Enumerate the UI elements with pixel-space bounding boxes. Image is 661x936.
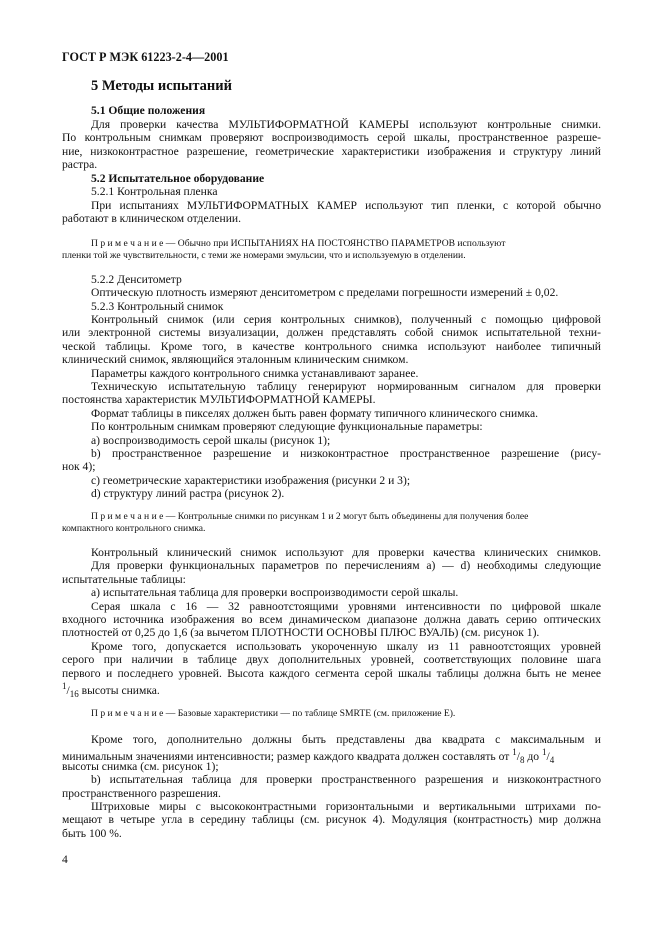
paragraph-line: Техническую испытательную таблицу генерируют нормированным сигналом для проверки bbox=[91, 380, 601, 393]
paragraph-line: входного источника изображения во всем динамическом диапазоне должна давать серию оптических bbox=[62, 613, 601, 626]
paragraph-line: мещают в четыре угла в середину таблицы (см. рисунок 4). Модуляция (контрастность) мир должна bbox=[62, 813, 601, 826]
paragraph-line: По контрольным снимкам проверяют воспроизводимость серой шкалы, пространственное разреше- bbox=[62, 131, 601, 144]
note-text: Обычно при ИСПЫТАНИЯХ НА ПОСТОЯНСТВО ПАРАМЕТРОВ используют bbox=[177, 238, 506, 249]
paragraph-line: первого и последнего уровней. Высота каждого сегмента серой шкалы таблицы должна быть не менее bbox=[62, 667, 601, 680]
paragraph-line: Для проверки качества МУЛЬТИФОРМАТНОЙ КАМЕРЫ используют контрольные снимки. bbox=[91, 118, 601, 131]
subsection-5-2-2-title: 5.2.2 Денситометр bbox=[91, 273, 182, 286]
paragraph-line: клинический снимок, являющийся эталонным клиническим снимком. bbox=[62, 353, 409, 366]
list-item: c) геометрические характеристики изображения (рисунки 2 и 3); bbox=[91, 474, 411, 487]
fraction-denominator: 16 bbox=[69, 689, 79, 700]
list-item-cont: нок 4); bbox=[62, 460, 96, 473]
subsection-5-2-3-title: 5.2.3 Контрольный снимок bbox=[91, 300, 224, 313]
paragraph-line: Серая шкала с 16 — 32 равноотстоящими уровнями интенсивности по цифровой шкале bbox=[91, 600, 601, 613]
paragraph-text: минимальным значениями интенсивности; размер каждого квадрата должен составлять от bbox=[62, 749, 513, 763]
note-2-line-2: компактного контрольного снимка. bbox=[62, 523, 206, 534]
list-item: d) структуру линий растра (рисунок 2). bbox=[91, 487, 285, 500]
paragraph-line: Для проверки функциональных параметров по перечислениям a) — d) необходимы следующие bbox=[91, 559, 601, 572]
note-1-line-2: пленки той же чувствительности, с теми же номерами эмульсии, что и используемую в отделении. bbox=[62, 250, 466, 261]
paragraph-line: При испытаниях МУЛЬТИФОРМАТНЫХ КАМЕР используют тип пленки, с которой обычно bbox=[91, 199, 601, 212]
list-item: b) испытательная таблица для проверки пространственного разрешения и низкоконтрастного bbox=[91, 773, 601, 786]
paragraph-line: испытательные таблицы: bbox=[62, 573, 186, 586]
paragraph-line: постоянства характеристик МУЛЬТИФОРМАТНОЙ КАМЕРЫ. bbox=[62, 393, 376, 406]
note-label: П р и м е ч а н и е — bbox=[91, 238, 176, 249]
list-item: a) воспроизводимость серой шкалы (рисунок 1); bbox=[91, 434, 331, 447]
fraction-numerator: 1 bbox=[512, 747, 517, 757]
paragraph-line: или электронной системы визуализации, должен представлять собой снимок испытательной техни- bbox=[62, 326, 601, 339]
paragraph-line: ние, низкоконтрастное разрешение, геометрические характеристики изображения и структуру линий bbox=[62, 145, 601, 158]
paragraph-line: минимальным значениями интенсивности; размер каждого квадрата должен составлять от $^1/_8$ до $^1/_4$ bbox=[62, 747, 555, 766]
paragraph-line: По контрольным снимкам проверяют следующие функциональные параметры: bbox=[91, 420, 483, 433]
paragraph-line: Параметры каждого контрольного снимка устанавливают заранее. bbox=[91, 367, 419, 380]
paragraph-line: Кроме того, допускается использовать укороченную шкалу из 11 равноотстоящих уровней bbox=[91, 640, 601, 653]
paragraph-line: высоты снимка (см. рисунок 1); bbox=[62, 760, 219, 773]
paragraph-line: $^1/_{16}$ высоты снимка. bbox=[62, 681, 160, 700]
subsection-5-2-1-title: 5.2.1 Контрольная пленка bbox=[91, 185, 218, 198]
note-text: Базовые характеристики — по таблице SMRTE (см. приложение E). bbox=[177, 708, 456, 719]
paragraph-line: Контрольный клинический снимок используют для проверки качества клинических снимков. bbox=[91, 546, 601, 559]
fraction-denominator: 8 bbox=[519, 755, 525, 766]
paragraph-line: быть 100 %. bbox=[62, 827, 122, 840]
fraction-tail: высоты снимка. bbox=[78, 683, 160, 697]
note-text: Контрольные снимки по рисункам 1 и 2 могут быть объединены для получения более bbox=[177, 511, 529, 522]
list-item-cont: пространственного разрешения. bbox=[62, 787, 221, 800]
section-title: 5 Методы испытаний bbox=[91, 78, 232, 94]
paragraph-line: плотностей от 0,25 до 1,6 (за вычетом ПЛОТНОСТИ ОСНОВЫ ПЛЮС ВУАЛЬ) (см. рисунок 1). bbox=[62, 626, 540, 639]
paragraph-text: до bbox=[524, 749, 542, 763]
list-item: b) пространственное разрешение и низкоконтрастное пространственное разрешение (рису- bbox=[91, 447, 601, 460]
page-header: ГОСТ Р МЭК 61223-2-4—2001 bbox=[62, 50, 229, 64]
page-number: 4 bbox=[62, 853, 68, 866]
note-label: П р и м е ч а н и е — bbox=[91, 708, 176, 719]
list-item: a) испытательная таблица для проверки воспроизводимости серой шкалы. bbox=[91, 586, 459, 599]
fraction-denominator: 4 bbox=[549, 755, 555, 766]
paragraph-line: ческой таблицы. Кроме того, в качестве контрольного снимка используют наиболее типичный bbox=[62, 340, 601, 353]
paragraph-line: серого при наличии в таблице двух дополнительных уровней, соответствующих половине шага bbox=[62, 653, 601, 666]
paragraph-line: работают в клиническом отделении. bbox=[62, 212, 242, 225]
note-3 bbox=[91, 707, 455, 720]
paragraph-line: Формат таблицы в пикселях должен быть равен формату типичного клинического снимка. bbox=[91, 407, 538, 420]
paragraph-line: растра. bbox=[62, 158, 98, 171]
paragraph-line: Штриховые миры с высококонтрастными горизонтальными и вертикальными штрихами по- bbox=[91, 800, 601, 813]
subsection-5-2-title: 5.2 Испытательное оборудование bbox=[91, 172, 265, 185]
fraction-numerator: 1 bbox=[541, 747, 547, 757]
paragraph-line: Оптическую плотность измеряют денситометром с пределами погрешности измерений ± 0,02. bbox=[91, 286, 559, 299]
note-label: П р и м е ч а н и е — bbox=[91, 511, 176, 522]
paragraph-line: Кроме того, дополнительно должны быть представлены два квадрата с максимальным и bbox=[91, 733, 601, 746]
subsection-5-1-title: 5.1 Общие положения bbox=[91, 104, 206, 117]
paragraph-line: Контрольный снимок (или серия контрольных снимков), полученный с помощью цифровой bbox=[91, 313, 601, 326]
fraction-numerator: 1 bbox=[62, 681, 67, 691]
